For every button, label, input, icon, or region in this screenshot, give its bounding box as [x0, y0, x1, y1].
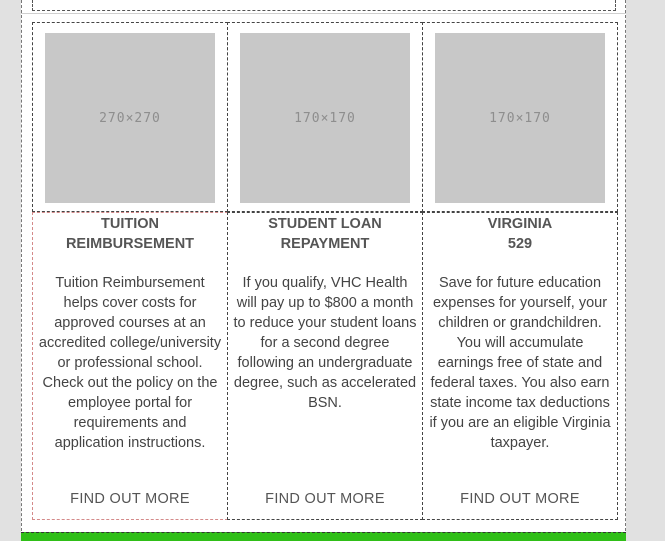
card-image-cell-tuition	[32, 22, 228, 212]
previous-section-bottom	[32, 0, 616, 11]
card-title-line2: REPAYMENT	[280, 236, 370, 252]
find-out-more-link[interactable]: FIND OUT MORE	[460, 491, 580, 507]
card-description: Save for future education expenses for yourself, your children or grandchildren. You will accumulate earnings free of state and federal taxes. You also earn state income tax deductions if you are an eligible Virginia taxpayer.	[429, 275, 611, 451]
card-text-cell-student-loan	[227, 212, 423, 520]
card-title-line2: 529	[507, 236, 533, 252]
card-title-line1: STUDENT LOAN	[268, 216, 382, 232]
card-title-line1: TUITION	[101, 216, 159, 232]
green-footer-bar	[21, 532, 626, 541]
image-placeholder[interactable]: 270×270	[45, 33, 215, 203]
image-placeholder[interactable]: 170×170	[435, 33, 605, 203]
card-text-cell-tuition	[32, 212, 228, 520]
find-out-more-link[interactable]: FIND OUT MORE	[70, 491, 190, 507]
card-image-cell-student-loan	[227, 22, 423, 212]
image-placeholder[interactable]: 170×170	[240, 33, 410, 203]
card-title	[33, 214, 227, 254]
card-title-line1: VIRGINIA	[487, 216, 553, 232]
card-title	[423, 214, 617, 254]
card-description: Tuition Reimbursement helps cover costs for approved courses at an accredited college/university or professional school. Check out the policy on the employee portal for requirements and application instructions.	[38, 275, 222, 451]
card-text-cell-virginia-529	[422, 212, 618, 520]
card-description: If you qualify, VHC Health will pay up to $800 a month to reduce your student loans for a second degree following an undergraduate degree, such as accelerated BSN.	[233, 275, 417, 411]
card-title	[228, 214, 422, 254]
card-title-line2: REIMBURSEMENT	[65, 236, 195, 252]
find-out-more-link[interactable]: FIND OUT MORE	[265, 491, 385, 507]
section-divider	[21, 13, 626, 14]
card-image-cell-virginia-529	[422, 22, 618, 212]
